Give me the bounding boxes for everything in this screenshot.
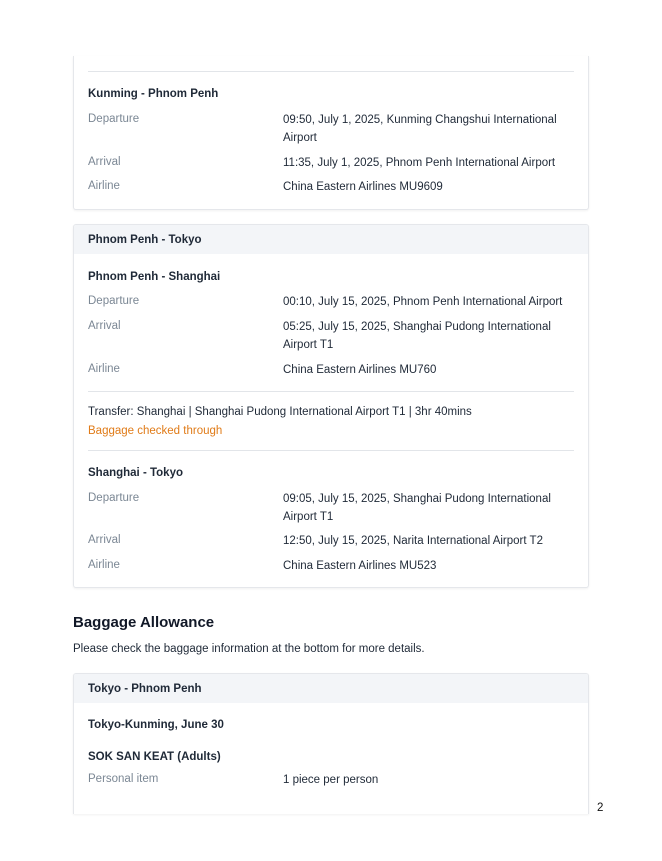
departure-value: 09:05, July 15, 2025, Shanghai Pudong International Airport T1	[283, 493, 551, 523]
passenger-name: SOK SAN KEAT (Adults)	[88, 751, 221, 763]
arrival-label: Arrival	[88, 320, 121, 332]
airline-label: Airline	[88, 180, 120, 192]
card-header: Phnom Penh - Tokyo	[74, 225, 588, 254]
section-intro: Please check the baggage information at the bottom for more details.	[73, 643, 425, 655]
flight-card-phnom-penh-tokyo	[73, 224, 589, 588]
divider	[88, 450, 574, 451]
arrival-value: 12:50, July 15, 2025, Narita International Airport T2	[283, 535, 543, 547]
departure-value: 00:10, July 15, 2025, Phnom Penh International Airport	[283, 296, 563, 308]
baggage-card-tokyo-phnom-penh	[73, 673, 589, 814]
departure-label: Departure	[88, 113, 140, 125]
card-header: Tokyo - Phnom Penh	[74, 674, 588, 703]
arrival-value: 11:35, July 1, 2025, Phnom Penh International Airport	[283, 157, 556, 169]
airline-value: China Eastern Airlines MU760	[283, 364, 437, 376]
baggage-checked-note: Baggage checked through	[88, 425, 223, 437]
arrival-value: 05:25, July 15, 2025, Shanghai Pudong International Airport T1	[283, 321, 551, 351]
segment-title: Kunming - Phnom Penh	[88, 88, 219, 100]
airline-label: Airline	[88, 559, 120, 571]
personal-item-label: Personal item	[88, 773, 159, 785]
divider	[88, 391, 574, 392]
airline-label: Airline	[88, 363, 120, 375]
section-heading: Baggage Allowance	[73, 614, 215, 631]
page-number: 2	[597, 802, 604, 814]
baggage-subtitle: Tokyo-Kunming, June 30	[88, 719, 224, 731]
divider	[88, 71, 574, 72]
airline-value: China Eastern Airlines MU9609	[283, 181, 443, 193]
departure-value: 09:50, July 1, 2025, Kunming Changshui International Airport	[283, 114, 557, 144]
personal-item-value: 1 piece per person	[283, 774, 379, 786]
departure-label: Departure	[88, 295, 140, 307]
arrival-label: Arrival	[88, 534, 121, 546]
arrival-label: Arrival	[88, 156, 121, 168]
airline-value: China Eastern Airlines MU523	[283, 560, 437, 572]
flight-card-kunming-phnom-penh	[73, 56, 589, 210]
departure-label: Departure	[88, 492, 140, 504]
transfer-info: Transfer: Shanghai | Shanghai Pudong International Airport T1 | 3hr 40mins	[88, 406, 472, 418]
segment-title: Shanghai - Tokyo	[88, 467, 183, 479]
segment-title: Phnom Penh - Shanghai	[88, 271, 221, 283]
